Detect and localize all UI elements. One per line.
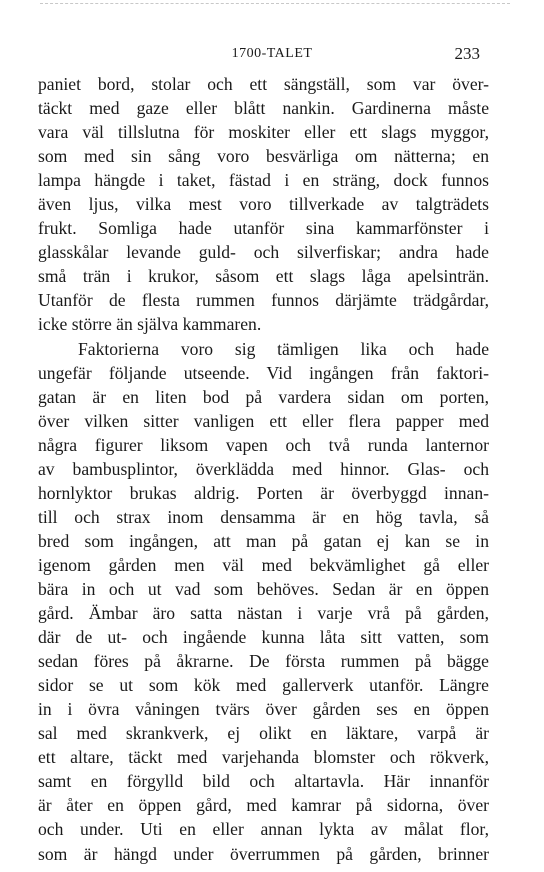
- text-line: några figurer liksom vapen och två runda lanternor: [38, 434, 489, 455]
- text-line: paniet bord, stolar och ett sängställ, som var över-: [38, 74, 489, 94]
- page-number: 233: [454, 44, 480, 63]
- text-line: vara väl tillslutna för moskiter eller ett slags myggor,: [38, 122, 489, 143]
- text-line: som med sin sång voro besvärliga om nätterna; en: [38, 146, 489, 167]
- text-line: ett altare, täckt med varjehanda blomster och rökverk,: [38, 747, 489, 768]
- text-line: sal med skrankverk, ej olikt en läktare, varpå är: [38, 723, 489, 744]
- text-line: till och strax inom densamma är en hög tavla, så: [38, 506, 489, 527]
- text-line: ungefär följande utseende. Vid ingången från faktori-: [38, 362, 489, 383]
- text-line: sedan föres på åkrarne. De första rummen på bägge: [38, 651, 489, 672]
- body-text: [38, 72, 489, 866]
- text-line: täckt med gaze eller blått nankin. Gardinerna måste: [38, 98, 489, 119]
- text-line: även ljus, vilka mest voro tillverkade av talgträdets: [38, 194, 489, 215]
- text-line: små trän i krukor, såsom ett slags låga apelsinträn.: [38, 266, 489, 287]
- text-line: som är hängd under överrummen på gården, brinner: [38, 843, 489, 864]
- text-line: Utanför de flesta rummen funnos därjämte trädgårdar,: [38, 290, 489, 311]
- text-line: hornlyktor brukas aldrig. Porten är överbyggd innan-: [38, 482, 489, 503]
- top-edge-rule: [40, 3, 510, 4]
- text-line: av bambusplintor, överklädda med hinnor. Glas- och: [38, 458, 489, 479]
- text-line: in i övra våningen tvärs över gården ses en öppen: [38, 699, 489, 720]
- text-line: sidor se ut som kök med gallerverk utanför. Längre: [38, 675, 489, 696]
- text-line: bred som ingången, att man på gatan ej kan se in: [38, 530, 489, 551]
- text-line: samt en förgylld bild och altartavla. Här innanför: [38, 771, 489, 792]
- text-line: lampa hängde i taket, fästad i en sträng, dock funnos: [38, 170, 489, 191]
- text-line: gård. Ämbar äro satta nästan i varje vrå på gården,: [38, 603, 489, 624]
- text-line: över vilken sitter vanligen ett eller flera papper med: [38, 410, 489, 431]
- text-line: där de ut- och ingående kunna låta sitt vatten, som: [38, 627, 489, 648]
- text-line: igenom gården men väl med bekvämlighet gå eller: [38, 554, 489, 575]
- text-line: Faktorierna voro sig tämligen lika och hade: [78, 338, 489, 359]
- text-line: frukt. Somliga hade utanför sina kammarfönster i: [38, 218, 489, 239]
- text-line: är åter en öppen gård, med kamrar på sidorna, över: [38, 795, 489, 816]
- text-line: gatan är en liten bod på vardera sidan om porten,: [38, 386, 489, 407]
- text-line: icke större än själva kammaren.: [38, 314, 262, 335]
- text-line: glasskålar levande guld- och silverfiskar; andra hade: [38, 242, 489, 263]
- running-title: 1700-TALET: [231, 46, 313, 61]
- text-line: bära in och ut vad som behöves. Sedan är en öppen: [38, 578, 489, 599]
- text-line: och under. Uti en eller annan lykta av målat flor,: [38, 819, 489, 840]
- running-head: [0, 44, 544, 64]
